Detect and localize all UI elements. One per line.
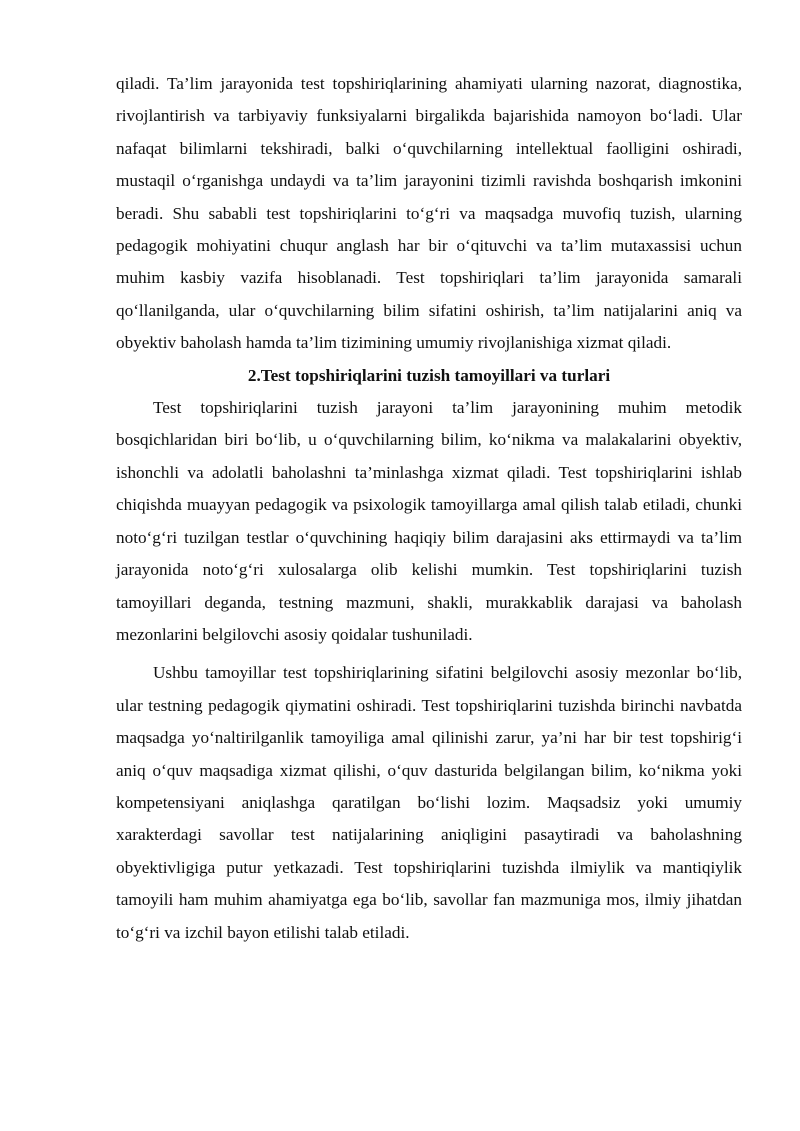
paragraph-continuation: qiladi. Ta’lim jarayonida test topshiriqlarining ahamiyati ularning nazorat, diagnostika, rivojlantirish va tarbiyaviy funksiyalarni birgalikda bajarishida namoyon bo‘ladi. Ular nafaqat bilimlarni tekshiradi, balki o‘quvchilarning intellektual faolligini oshiradi, mustaqil o‘rganishga undaydi va ta’lim jarayonini tizimli ravishda boshqarish imkonini beradi. Shu sababli test topshiriqlarini to‘g‘ri va maqsadga muvofiq tuzish, ularning pedagogik mohiyatini chuqur anglash har bir o‘qituvchi va ta’lim mutaxassisi uchun muhim kasbiy vazifa hisoblanadi. Test topshiriqlari ta’lim jarayonida samarali qo‘llanilganda, ular o‘quvchilarning bilim sifatini oshirish, ta’lim natijalarini aniq va obyektiv baholash hamda ta’lim tizimining umumiy rivojlanishiga xizmat qiladi. [116,74,742,353]
paragraph-principles-intro: Test topshiriqlarini tuzish jarayoni ta’lim jarayonining muhim metodik bosqichlaridan biri bo‘lib, u o‘quvchilarning bilim, ko‘nikma va malakalarini obyektiv, ishonchli va adolatli baholashni ta’minlashga xizmat qiladi. Test topshiriqlarini ishlab chiqishda muayyan pedagogik va psixologik tamoyillarga amal qilish talab etiladi, chunki noto‘g‘ri tuzilgan testlar o‘quvchining haqiqiy bilim darajasini aks ettirmaydi va ta’lim jarayonida noto‘g‘ri xulosalarga olib kelishi mumkin. Test topshiriqlarini tuzish tamoyillari deganda, testning mazmuni, shakli, murakkablik darajasi va baholash mezonlarini belgilovchi asosiy qoidalar tushuniladi. [116,398,742,644]
paragraph-principles-criteria: Ushbu tamoyillar test topshiriqlarining sifatini belgilovchi asosiy mezonlar bo‘lib, ular testning pedagogik qiymatini oshiradi. Test topshiriqlarini tuzishda birinchi navbatda maqsadga yo‘naltirilganlik tamoyiliga amal qilinishi zarur, ya’ni har bir test topshirig‘i aniq o‘quv maqsadiga xizmat qilishi, o‘quv dasturida belgilangan bilim, ko‘nikma yoki kompetensiyani aniqlashga qaratilgan bo‘lishi lozim. Maqsadsiz yoki umumiy xarakterdagi savollar test natijalarining aniqligini pasaytiradi va baholashning obyektivligiga putur yetkazadi. Test topshiriqlarini tuzishda ilmiylik va mantiqiylik tamoyili ham muhim ahamiyatga ega bo‘lib, savollar fan mazmuniga mos, ilmiy jihatdan to‘g‘ri va izchil bayon etilishi talab etiladi. [116,663,742,942]
document-page [116,68,742,949]
section-heading: 2.Test topshiriqlarini tuzish tamoyillari va turlari [247,365,611,385]
